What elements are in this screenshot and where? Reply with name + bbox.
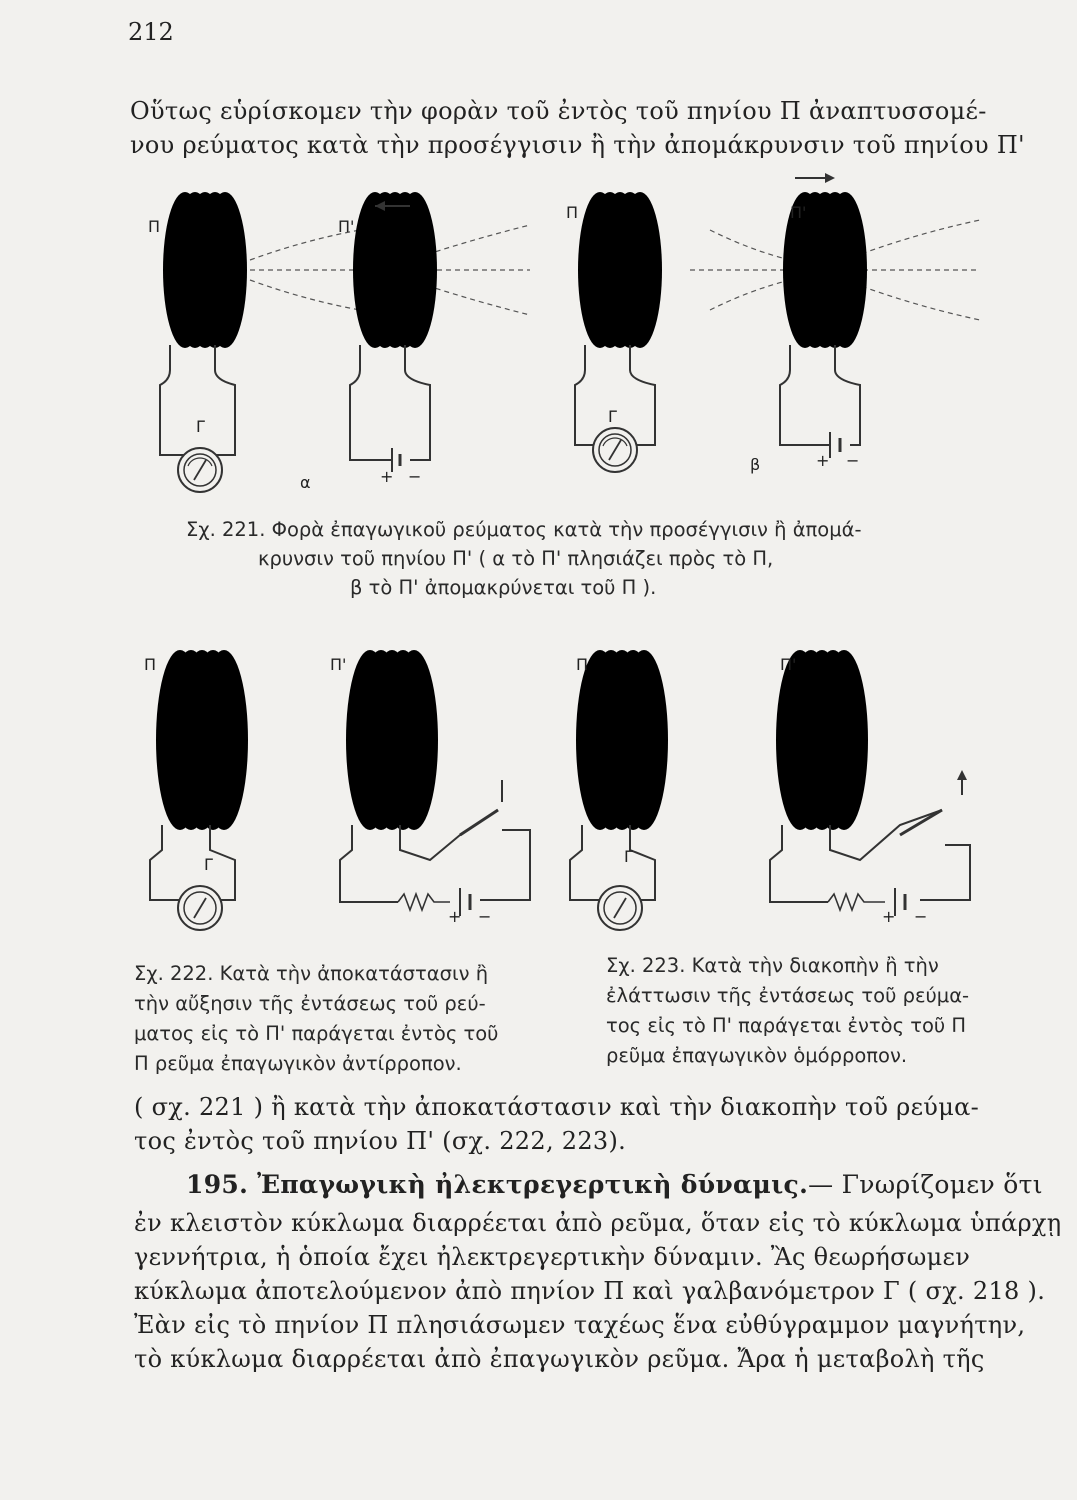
rheostat	[828, 894, 885, 910]
section-line-1: ἐν κλειστὸν κύκλωμα διαρρέεται ἀπὸ ρεῦμα, ὅταν εἰς τὸ κύκλωμα ὑπάρχῃ	[134, 1209, 1062, 1237]
fig223-caption-line-2: ἐλάττωσιν τῆς ἐντάσεως τοῦ ρεύμα-	[606, 984, 970, 1007]
coil-p-a	[163, 192, 247, 348]
label-p-b: Π	[566, 203, 579, 222]
middle-line-1: ( σχ. 221 ) ἢ κατὰ τὴν ἀποκατάστασιν καὶ τὴν διακοπὴν τοῦ ρεύμα-	[134, 1093, 980, 1121]
fig222-caption-line-4: Π ρεῦμα ἐπαγωγικὸν ἀντίρροπον.	[134, 1052, 462, 1075]
label-plus-b: +	[816, 451, 830, 470]
page-number: 212	[128, 18, 174, 46]
fig222-caption-line-3: ματος εἰς τὸ Π' παράγεται ἐντὸς τοῦ	[134, 1022, 499, 1045]
coil-p-prime-222	[346, 650, 438, 830]
galvanometer-222	[178, 886, 222, 930]
middle-line-2: τος ἐντὸς τοῦ πηνίου Π' (σχ. 222, 223).	[134, 1127, 627, 1155]
label-pp-222: Π'	[330, 655, 347, 674]
arrow-right-icon	[825, 173, 835, 183]
label-pp-b: Π'	[790, 203, 807, 222]
fig223-caption-line-3: τος εἰς τὸ Π' παράγεται ἐντὸς τοῦ Π	[606, 1014, 967, 1037]
label-minus-222: −	[478, 907, 492, 926]
section-line-2: γεννήτρια, ἡ ὁποία ἔχει ἠλεκτρεγερτικὴν δύναμιν. Ἂς θεωρήσωμεν	[134, 1243, 971, 1271]
label-plus-222: +	[448, 907, 462, 926]
section-line-3: κύκλωμα ἀποτελούμενον ἀπὸ πηνίον Π καὶ γαλβανόμετρον Γ ( σχ. 218 ).	[134, 1277, 1046, 1305]
fig221-caption-line-3: β τὸ Π' ἀπομακρύνεται τοῦ Π ).	[350, 576, 657, 599]
intro-line-2: νου ρεύματος κατὰ τὴν προσέγγισιν ἢ τὴν ἀπομάκρυνσιν τοῦ πηνίου Π'	[130, 131, 1025, 159]
section-title: 195. Ἐπαγωγικὴ ἠλεκτρεγερτικὴ δύναμις.	[186, 1170, 809, 1199]
label-p-222: Π	[144, 655, 157, 674]
label-alpha: α	[300, 473, 311, 492]
label-beta: β	[750, 455, 761, 474]
intro-line-1: Οὕτως εὑρίσκομεν τὴν φορὰν τοῦ ἐντὸς τοῦ πηνίου Π ἀναπτυσσομέ-	[130, 97, 987, 125]
label-pp-223: Π'	[780, 655, 797, 674]
coil-p-prime-a	[353, 192, 437, 348]
fig223-caption-line-1: Σχ. 223. Κατὰ τὴν διακοπὴν ἢ τὴν	[606, 954, 939, 977]
label-minus-a: −	[408, 467, 422, 486]
galvanometer-b	[593, 428, 637, 472]
figure-221	[130, 170, 1000, 510]
label-plus-a: +	[380, 467, 394, 486]
label-minus-b: −	[846, 451, 860, 470]
galvanometer-a	[178, 448, 222, 492]
coil-p-222	[156, 650, 248, 830]
fig223-caption-line-4: ρεῦμα ἐπαγωγικὸν ὁμόρροπον.	[606, 1044, 908, 1067]
fig221-caption-line-1: Σχ. 221. Φορὰ ἐπαγωγικοῦ ρεύματος κατὰ τὴν προσέγγισιν ἢ ἀπομά-	[186, 518, 862, 541]
label-p-a: Π	[148, 217, 161, 236]
fig222-caption-line-1: Σχ. 222. Κατὰ τὴν ἀποκατάστασιν ἢ	[134, 962, 489, 985]
label-g-b: Γ	[608, 407, 617, 426]
coil-p-223	[576, 650, 668, 830]
section-heading-line	[186, 1168, 1043, 1202]
label-g-222: Γ	[204, 855, 213, 874]
fig221-caption-line-2: κρυνσιν τοῦ πηνίου Π' ( α τὸ Π' πλησιάζει πρὸς τὸ Π,	[258, 547, 774, 570]
label-p-223: Π	[576, 655, 589, 674]
label-pp-a: Π'	[338, 217, 355, 236]
fig222-caption-line-2: τὴν αὔξησιν τῆς ἐντάσεως τοῦ ρεύ-	[134, 992, 486, 1015]
section-first-line-rest: — Γνωρίζομεν ὅτι	[808, 1170, 1043, 1199]
label-g-a: Γ	[196, 417, 205, 436]
galvanometer-223	[598, 886, 642, 930]
label-minus-223: −	[914, 907, 928, 926]
figure-222-223	[130, 630, 1000, 940]
label-plus-223: +	[882, 907, 896, 926]
rheostat	[398, 894, 450, 910]
arrow-up-icon	[957, 770, 967, 780]
section-line-4: Ἐὰν εἰς τὸ πηνίον Π πλησιάσωμεν ταχέως ἕνα εὐθύγραμμον μαγνήτην,	[134, 1311, 1026, 1339]
section-line-5: τὸ κύκλωμα διαρρέεται ἀπὸ ἐπαγωγικὸν ρεῦμα. Ἄρα ἡ μεταβολὴ τῆς	[134, 1345, 985, 1373]
coil-p-b	[578, 192, 662, 348]
label-g-223: Γ	[624, 847, 633, 866]
coil-p-prime-223	[776, 650, 868, 830]
